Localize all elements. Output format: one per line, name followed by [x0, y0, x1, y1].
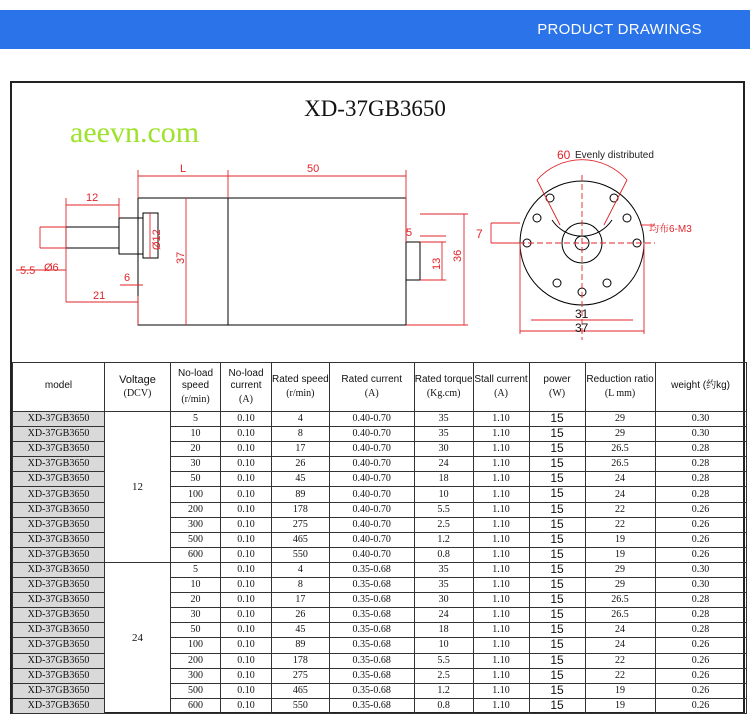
weight-cell: 0.28 [655, 457, 746, 472]
col-header: Stall current (A) [473, 363, 529, 412]
no-load-speed-cell: 300 [171, 517, 221, 532]
dim-l: L [180, 163, 187, 175]
rated-torque-cell: 5.5 [414, 653, 473, 668]
table-header-row [13, 363, 747, 412]
no-load-speed-cell: 500 [171, 683, 221, 698]
rated-speed-cell: 550 [272, 698, 330, 713]
power-cell: 15 [529, 578, 585, 593]
weight-cell: 0.26 [655, 653, 746, 668]
power-cell: 15 [529, 608, 585, 623]
evenly-distributed-note: Evenly distributed [575, 150, 654, 161]
col-header: model [13, 363, 105, 412]
no-load-speed-cell: 5 [171, 562, 221, 577]
dim-60: 60 [557, 148, 571, 162]
model-cell: XD-37GB3650 [13, 562, 105, 577]
model-cell: XD-37GB3650 [13, 668, 105, 683]
weight-cell: 0.26 [655, 517, 746, 532]
dim-7: 7 [476, 227, 483, 241]
model-cell: XD-37GB3650 [13, 608, 105, 623]
no-load-current-cell: 0.10 [221, 502, 272, 517]
table-row [13, 562, 747, 577]
stall-current-cell: 1.10 [473, 442, 529, 457]
reduction-ratio-cell: 22 [585, 517, 655, 532]
stall-current-cell: 1.10 [473, 457, 529, 472]
rated-torque-cell: 18 [414, 472, 473, 487]
stall-current-cell: 1.10 [473, 578, 529, 593]
power-cell: 15 [529, 427, 585, 442]
reduction-ratio-cell: 26.5 [585, 457, 655, 472]
model-cell: XD-37GB3650 [13, 472, 105, 487]
no-load-current-cell: 0.10 [221, 608, 272, 623]
weight-cell: 0.30 [655, 412, 746, 427]
no-load-current-cell: 0.10 [221, 532, 272, 547]
rated-torque-cell: 30 [414, 593, 473, 608]
power-cell: 15 [529, 457, 585, 472]
rated-torque-cell: 2.5 [414, 517, 473, 532]
rated-current-cell: 0.40-0.70 [329, 472, 414, 487]
reduction-ratio-cell: 19 [585, 532, 655, 547]
no-load-speed-cell: 100 [171, 487, 221, 502]
col-header: Rated speed (r/min) [272, 363, 330, 412]
dim-21: 21 [93, 290, 106, 302]
reduction-ratio-cell: 24 [585, 487, 655, 502]
mount-hole [533, 214, 541, 222]
col-header: No-load current (A) [221, 363, 272, 412]
stall-current-cell: 1.10 [473, 502, 529, 517]
no-load-speed-cell: 50 [171, 623, 221, 638]
power-cell: 15 [529, 442, 585, 457]
model-cell: XD-37GB3650 [13, 593, 105, 608]
power-cell: 15 [529, 562, 585, 577]
motor-body [228, 198, 406, 325]
rated-speed-cell: 465 [272, 683, 330, 698]
rated-torque-cell: 18 [414, 623, 473, 638]
reduction-ratio-cell: 29 [585, 578, 655, 593]
rated-current-cell: 0.40-0.70 [329, 517, 414, 532]
power-cell: 15 [529, 653, 585, 668]
no-load-current-cell: 0.10 [221, 487, 272, 502]
stall-current-cell: 1.10 [473, 487, 529, 502]
weight-cell: 0.26 [655, 532, 746, 547]
rated-current-cell: 0.40-0.70 [329, 532, 414, 547]
rated-torque-cell: 0.8 [414, 698, 473, 713]
weight-cell: 0.28 [655, 472, 746, 487]
rated-torque-cell: 35 [414, 412, 473, 427]
rated-torque-cell: 35 [414, 562, 473, 577]
dim-5-5: 5.5 [20, 265, 36, 277]
stall-current-cell: 1.10 [473, 427, 529, 442]
model-cell: XD-37GB3650 [13, 623, 105, 638]
no-load-speed-cell: 50 [171, 472, 221, 487]
power-cell: 15 [529, 623, 585, 638]
rated-torque-cell: 35 [414, 578, 473, 593]
rated-torque-cell: 1.2 [414, 683, 473, 698]
reduction-ratio-cell: 29 [585, 427, 655, 442]
col-header: Rated torque (Kg.cm) [414, 363, 473, 412]
power-cell: 15 [529, 517, 585, 532]
rated-torque-cell: 35 [414, 427, 473, 442]
reduction-ratio-cell: 24 [585, 623, 655, 638]
voltage-cell: 12 [105, 412, 171, 563]
power-cell: 15 [529, 412, 585, 427]
rated-current-cell: 0.40-0.70 [329, 502, 414, 517]
no-load-current-cell: 0.10 [221, 698, 272, 713]
no-load-speed-cell: 500 [171, 532, 221, 547]
model-cell: XD-37GB3650 [13, 442, 105, 457]
stall-current-cell: 1.10 [473, 698, 529, 713]
reduction-ratio-cell: 26.5 [585, 608, 655, 623]
stall-current-cell: 1.10 [473, 608, 529, 623]
weight-cell: 0.28 [655, 593, 746, 608]
voltage-cell: 24 [105, 562, 171, 713]
mount-hole [553, 279, 561, 287]
rated-speed-cell: 8 [272, 427, 330, 442]
reduction-ratio-cell: 26.5 [585, 593, 655, 608]
reduction-ratio-cell: 26.5 [585, 442, 655, 457]
rated-current-cell: 0.35-0.68 [329, 653, 414, 668]
reduction-ratio-cell: 29 [585, 562, 655, 577]
rated-speed-cell: 17 [272, 593, 330, 608]
no-load-current-cell: 0.10 [221, 472, 272, 487]
reduction-ratio-cell: 24 [585, 638, 655, 653]
mount-hole [603, 279, 611, 287]
stall-current-cell: 1.10 [473, 562, 529, 577]
reduction-ratio-cell: 19 [585, 547, 655, 562]
dim-12: 12 [86, 192, 99, 204]
rated-current-cell: 0.35-0.68 [329, 698, 414, 713]
rated-torque-cell: 2.5 [414, 668, 473, 683]
dim-36: 36 [452, 249, 464, 262]
model-cell: XD-37GB3650 [13, 457, 105, 472]
mount-hole [623, 214, 631, 222]
col-header: weight (约kg) [655, 363, 746, 412]
weight-cell: 0.28 [655, 608, 746, 623]
rated-speed-cell: 4 [272, 562, 330, 577]
rated-current-cell: 0.35-0.68 [329, 683, 414, 698]
rated-current-cell: 0.40-0.70 [329, 442, 414, 457]
weight-cell: 0.26 [655, 668, 746, 683]
rated-speed-cell: 26 [272, 457, 330, 472]
power-cell: 15 [529, 487, 585, 502]
rated-current-cell: 0.40-0.70 [329, 412, 414, 427]
output-boss [119, 218, 143, 254]
model-cell: XD-37GB3650 [13, 638, 105, 653]
rated-current-cell: 0.40-0.70 [329, 427, 414, 442]
model-cell: XD-37GB3650 [13, 412, 105, 427]
rated-torque-cell: 1.2 [414, 532, 473, 547]
rated-speed-cell: 465 [272, 532, 330, 547]
col-header: power (W) [529, 363, 585, 412]
weight-cell: 0.26 [655, 502, 746, 517]
rated-current-cell: 0.40-0.70 [329, 457, 414, 472]
rated-speed-cell: 275 [272, 517, 330, 532]
model-cell: XD-37GB3650 [13, 683, 105, 698]
model-cell: XD-37GB3650 [13, 517, 105, 532]
weight-cell: 0.26 [655, 698, 746, 713]
mounting-holes-note: 均布6-M3 [649, 224, 692, 235]
model-cell: XD-37GB3650 [13, 427, 105, 442]
dim-37-end: 37 [575, 321, 589, 335]
rated-current-cell: 0.35-0.68 [329, 593, 414, 608]
power-cell: 15 [529, 502, 585, 517]
reduction-ratio-cell: 19 [585, 698, 655, 713]
dim-shaft-diameter: Ø6 [44, 262, 59, 274]
power-cell: 15 [529, 683, 585, 698]
model-cell: XD-37GB3650 [13, 487, 105, 502]
rated-speed-cell: 4 [272, 412, 330, 427]
rated-speed-cell: 89 [272, 487, 330, 502]
rated-current-cell: 0.40-0.70 [329, 547, 414, 562]
reduction-ratio-cell: 22 [585, 502, 655, 517]
rated-current-cell: 0.35-0.68 [329, 623, 414, 638]
reduction-ratio-cell: 22 [585, 653, 655, 668]
dim-5: 5 [406, 227, 413, 239]
no-load-current-cell: 0.10 [221, 517, 272, 532]
weight-cell: 0.26 [655, 547, 746, 562]
stall-current-cell: 1.10 [473, 472, 529, 487]
no-load-current-cell: 0.10 [221, 623, 272, 638]
rated-current-cell: 0.35-0.68 [329, 562, 414, 577]
no-load-current-cell: 0.10 [221, 638, 272, 653]
output-shaft [66, 227, 119, 248]
rated-torque-cell: 30 [414, 442, 473, 457]
model-cell: XD-37GB3650 [13, 698, 105, 713]
rated-current-cell: 0.35-0.68 [329, 578, 414, 593]
model-title: XD-37GB3650 [304, 96, 446, 121]
weight-cell: 0.30 [655, 578, 746, 593]
no-load-current-cell: 0.10 [221, 547, 272, 562]
weight-cell: 0.28 [655, 623, 746, 638]
rated-speed-cell: 178 [272, 502, 330, 517]
no-load-speed-cell: 20 [171, 442, 221, 457]
rated-speed-cell: 17 [272, 442, 330, 457]
no-load-current-cell: 0.10 [221, 427, 272, 442]
stall-current-cell: 1.10 [473, 683, 529, 698]
model-cell: XD-37GB3650 [13, 578, 105, 593]
rated-torque-cell: 10 [414, 487, 473, 502]
stall-current-cell: 1.10 [473, 547, 529, 562]
rated-speed-cell: 45 [272, 623, 330, 638]
rated-torque-cell: 24 [414, 608, 473, 623]
motor-end-cap [406, 242, 420, 280]
no-load-speed-cell: 20 [171, 593, 221, 608]
no-load-current-cell: 0.10 [221, 653, 272, 668]
stall-current-cell: 1.10 [473, 653, 529, 668]
rated-current-cell: 0.35-0.68 [329, 668, 414, 683]
no-load-current-cell: 0.10 [221, 562, 272, 577]
rated-current-cell: 0.35-0.68 [329, 608, 414, 623]
reduction-ratio-cell: 19 [585, 683, 655, 698]
power-cell: 15 [529, 547, 585, 562]
rated-speed-cell: 275 [272, 668, 330, 683]
col-header: Voltage (DCV) [105, 363, 171, 412]
weight-cell: 0.26 [655, 683, 746, 698]
power-cell: 15 [529, 593, 585, 608]
stall-current-cell: 1.10 [473, 623, 529, 638]
col-header: No-load speed (r/min) [171, 363, 221, 412]
power-cell: 15 [529, 698, 585, 713]
rated-speed-cell: 550 [272, 547, 330, 562]
model-cell: XD-37GB3650 [13, 547, 105, 562]
stall-current-cell: 1.10 [473, 517, 529, 532]
no-load-speed-cell: 100 [171, 638, 221, 653]
dim-6: 6 [124, 272, 131, 284]
rated-speed-cell: 8 [272, 578, 330, 593]
rated-speed-cell: 45 [272, 472, 330, 487]
stall-current-cell: 1.10 [473, 668, 529, 683]
dim-boss-diameter: Ø12 [151, 229, 163, 250]
reduction-ratio-cell: 29 [585, 412, 655, 427]
rated-current-cell: 0.35-0.68 [329, 638, 414, 653]
reduction-ratio-cell: 24 [585, 472, 655, 487]
no-load-speed-cell: 10 [171, 427, 221, 442]
rated-current-cell: 0.40-0.70 [329, 487, 414, 502]
no-load-speed-cell: 30 [171, 608, 221, 623]
table-row [13, 412, 747, 427]
no-load-speed-cell: 600 [171, 547, 221, 562]
power-cell: 15 [529, 472, 585, 487]
rated-torque-cell: 10 [414, 638, 473, 653]
no-load-speed-cell: 30 [171, 457, 221, 472]
weight-cell: 0.30 [655, 562, 746, 577]
watermark-text: aeevn.com [70, 116, 200, 149]
rated-torque-cell: 24 [414, 457, 473, 472]
power-cell: 15 [529, 532, 585, 547]
banner-title: PRODUCT DRAWINGS [537, 21, 702, 38]
stall-current-cell: 1.10 [473, 532, 529, 547]
rated-torque-cell: 5.5 [414, 502, 473, 517]
no-load-current-cell: 0.10 [221, 457, 272, 472]
dim-31: 31 [575, 307, 589, 321]
no-load-speed-cell: 300 [171, 668, 221, 683]
weight-cell: 0.28 [655, 442, 746, 457]
col-header: Reduction ratio (L mm) [585, 363, 655, 412]
dim-50: 50 [307, 163, 320, 175]
weight-cell: 0.26 [655, 638, 746, 653]
rated-speed-cell: 178 [272, 653, 330, 668]
rated-torque-cell: 0.8 [414, 547, 473, 562]
no-load-current-cell: 0.10 [221, 593, 272, 608]
no-load-current-cell: 0.10 [221, 668, 272, 683]
no-load-speed-cell: 5 [171, 412, 221, 427]
weight-cell: 0.28 [655, 487, 746, 502]
weight-cell: 0.30 [655, 427, 746, 442]
no-load-speed-cell: 200 [171, 502, 221, 517]
no-load-speed-cell: 10 [171, 578, 221, 593]
no-load-current-cell: 0.10 [221, 442, 272, 457]
no-load-speed-cell: 200 [171, 653, 221, 668]
rated-speed-cell: 89 [272, 638, 330, 653]
power-cell: 15 [529, 638, 585, 653]
no-load-speed-cell: 600 [171, 698, 221, 713]
dim-37: 37 [175, 251, 187, 264]
rated-speed-cell: 26 [272, 608, 330, 623]
stall-current-cell: 1.10 [473, 638, 529, 653]
power-cell: 15 [529, 668, 585, 683]
model-cell: XD-37GB3650 [13, 502, 105, 517]
no-load-current-cell: 0.10 [221, 578, 272, 593]
dim-13: 13 [431, 257, 443, 270]
model-cell: XD-37GB3650 [13, 532, 105, 547]
stall-current-cell: 1.10 [473, 593, 529, 608]
no-load-current-cell: 0.10 [221, 412, 272, 427]
reduction-ratio-cell: 22 [585, 668, 655, 683]
model-cell: XD-37GB3650 [13, 653, 105, 668]
spec-table [12, 362, 747, 714]
stall-current-cell: 1.10 [473, 412, 529, 427]
col-header: Rated current (A) [329, 363, 414, 412]
no-load-current-cell: 0.10 [221, 683, 272, 698]
